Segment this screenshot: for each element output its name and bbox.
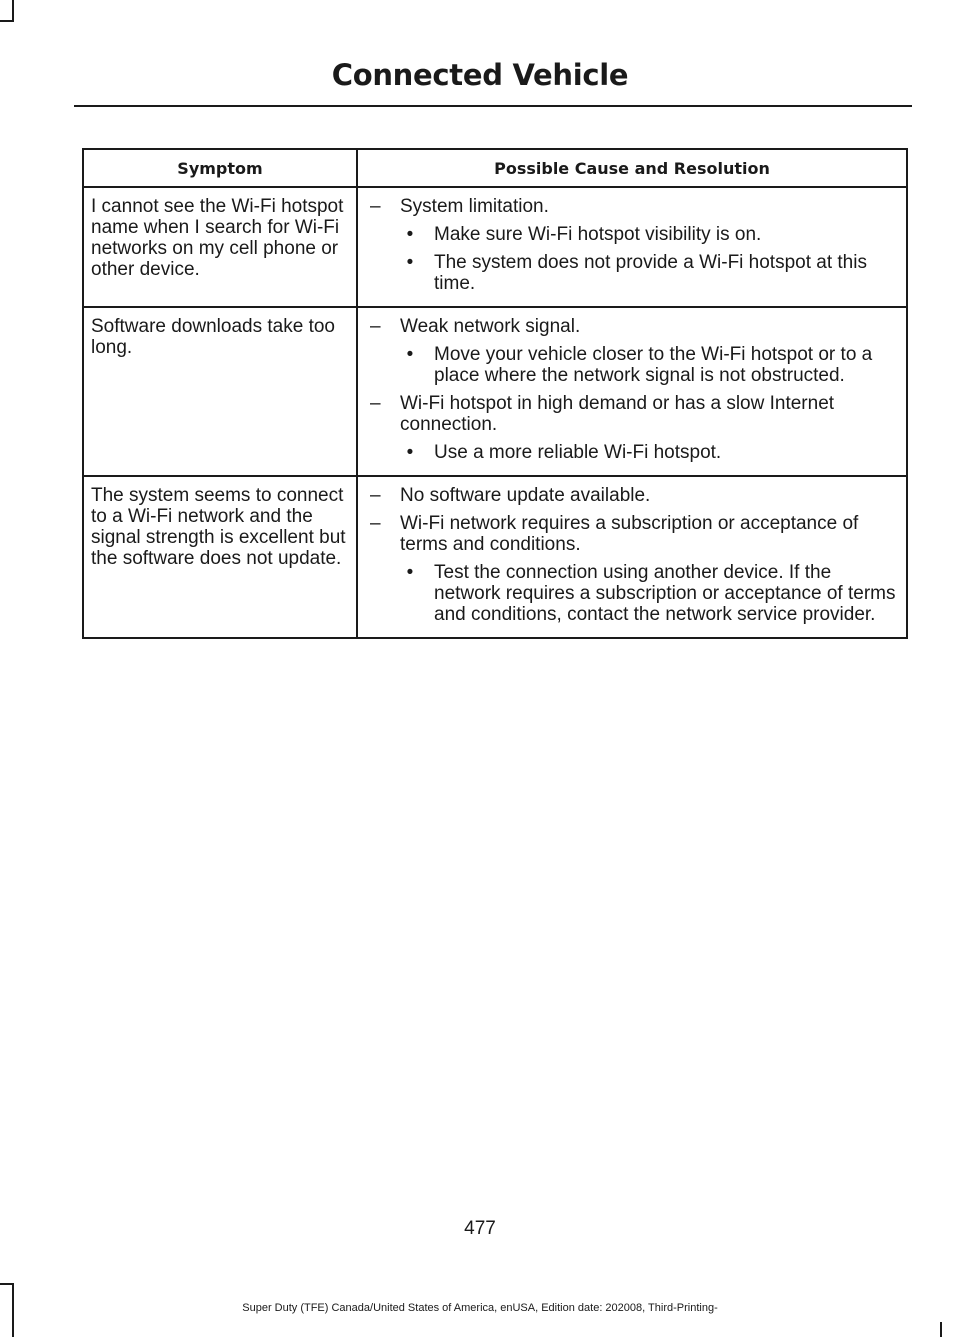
cause-item xyxy=(370,316,902,386)
page-title: Connected Vehicle xyxy=(331,58,629,92)
dash-marker: – xyxy=(370,485,381,506)
cause-cell xyxy=(357,307,907,476)
crop-mark-top-left-horizontal xyxy=(0,20,14,22)
column-header-symptom: Symptom xyxy=(83,149,357,187)
cause-text: Weak network signal. xyxy=(400,316,581,337)
bullet-marker: • xyxy=(406,442,414,463)
action-text: Move your vehicle closer to the Wi-Fi hotspot or to a place where the network signal is not obstructed. xyxy=(434,344,873,386)
action-list xyxy=(400,224,902,294)
action-list xyxy=(400,442,902,463)
action-text: Test the connection using another device. If the network requires a subscription or acceptance of terms and conditions, contact the network service provider. xyxy=(434,562,896,625)
crop-mark-bottom-right xyxy=(940,1322,942,1337)
action-text: Use a more reliable Wi-Fi hotspot. xyxy=(434,442,722,463)
page-number: 477 xyxy=(464,1218,496,1239)
action-list xyxy=(400,344,902,386)
table-row xyxy=(83,187,907,307)
cause-text: Wi-Fi hotspot in high demand or has a slow Internet connection. xyxy=(400,393,835,435)
table-header-row xyxy=(83,149,907,187)
bullet-marker: • xyxy=(406,252,414,273)
crop-mark-bottom-left-horizontal xyxy=(0,1283,14,1285)
edition-footer: Super Duty (TFE) Canada/United States of America, enUSA, Edition date: 202008, Third-Printing- xyxy=(242,1302,718,1314)
dash-marker: – xyxy=(370,196,381,217)
action-text: Make sure Wi-Fi hotspot visibility is on. xyxy=(434,224,762,245)
bullet-marker: • xyxy=(406,344,414,365)
table-row xyxy=(83,307,907,476)
dash-marker: – xyxy=(370,316,381,337)
action-item xyxy=(400,562,902,625)
cause-item xyxy=(370,485,902,506)
crop-mark-top-left xyxy=(12,0,14,20)
action-text: The system does not provide a Wi-Fi hotspot at this time. xyxy=(434,252,867,294)
cause-text: System limitation. xyxy=(400,196,549,217)
cause-cell xyxy=(357,476,907,638)
cause-item xyxy=(370,513,902,625)
action-item xyxy=(400,442,902,463)
cause-item xyxy=(370,196,902,294)
symptom-cell: I cannot see the Wi-Fi hotspot name when I search for Wi-Fi networks on my cell phone or other device. xyxy=(83,187,357,307)
action-item xyxy=(400,252,902,294)
troubleshooting-table xyxy=(82,148,908,639)
bullet-marker: • xyxy=(406,562,414,583)
action-item xyxy=(400,344,902,386)
cause-item xyxy=(370,393,902,463)
action-item xyxy=(400,224,902,245)
dash-marker: – xyxy=(370,393,381,414)
table-row xyxy=(83,476,907,638)
symptom-cell: Software downloads take too long. xyxy=(83,307,357,476)
bullet-marker: • xyxy=(406,224,414,245)
column-header-cause: Possible Cause and Resolution xyxy=(357,149,907,187)
cause-text: No software update available. xyxy=(400,485,651,506)
dash-marker: – xyxy=(370,513,381,534)
cause-text: Wi-Fi network requires a subscription or acceptance of terms and conditions. xyxy=(400,513,859,555)
action-list xyxy=(400,562,902,625)
title-rule xyxy=(74,105,912,107)
symptom-cell: The system seems to connect to a Wi-Fi network and the signal strength is excellent but the software does not update. xyxy=(83,476,357,638)
cause-cell xyxy=(357,187,907,307)
